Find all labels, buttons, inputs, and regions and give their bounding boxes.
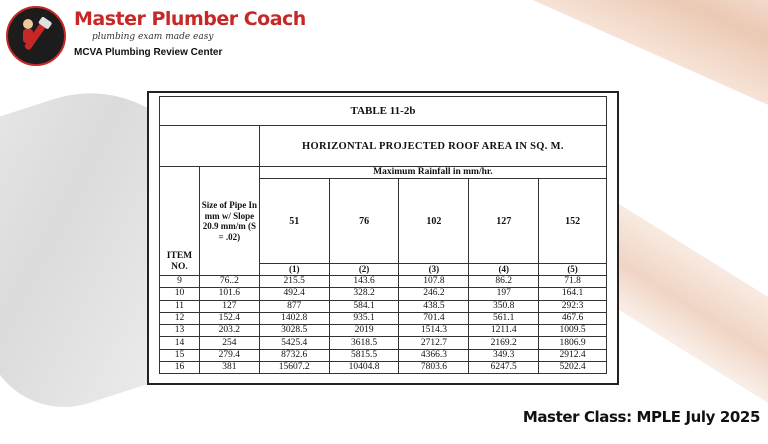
- column-number: (4): [469, 264, 539, 276]
- item-number-cell: 11: [160, 300, 200, 312]
- rainfall-header: 76: [329, 179, 399, 264]
- table-row: [160, 337, 607, 349]
- roof-area-cell: 2169.2: [469, 337, 539, 349]
- roof-area-cell: 3618.5: [329, 337, 399, 349]
- table-row: [160, 362, 607, 374]
- roof-area-cell: 5425.4: [259, 337, 329, 349]
- roof-area-cell: 7803.6: [399, 362, 469, 374]
- item-number-cell: 16: [160, 362, 200, 374]
- roof-area-cell: 292:3: [539, 300, 607, 312]
- table-row: [160, 312, 607, 324]
- roof-area-cell: 71.8: [539, 276, 607, 288]
- roof-area-cell: 107.8: [399, 276, 469, 288]
- rainfall-header: 127: [469, 179, 539, 264]
- roof-area-cell: 328.2: [329, 288, 399, 300]
- roof-area-cell: 1211.4: [469, 325, 539, 337]
- roof-area-cell: 1009.5: [539, 325, 607, 337]
- table-card: [147, 91, 619, 385]
- roof-area-cell: 215.5: [259, 276, 329, 288]
- roof-area-cell: 197: [469, 288, 539, 300]
- roof-area-cell: 467.6: [539, 312, 607, 324]
- pipe-size-cell: 381: [199, 362, 259, 374]
- roof-area-cell: 3028.5: [259, 325, 329, 337]
- roof-area-cell: 492.4: [259, 288, 329, 300]
- brand-tagline: plumbing exam made easy: [92, 32, 214, 42]
- roof-area-cell: 164.1: [539, 288, 607, 300]
- roof-area-cell: 15607.2: [259, 362, 329, 374]
- column-number: (2): [329, 264, 399, 276]
- roof-area-cell: 143.6: [329, 276, 399, 288]
- pipe-size-cell: 101.6: [199, 288, 259, 300]
- item-number-cell: 12: [160, 312, 200, 324]
- item-number-cell: 10: [160, 288, 200, 300]
- roof-area-cell: 935.1: [329, 312, 399, 324]
- roof-area-cell: 86.2: [469, 276, 539, 288]
- roof-area-cell: 2712.7: [399, 337, 469, 349]
- table-row: [160, 300, 607, 312]
- roof-area-cell: 6247.5: [469, 362, 539, 374]
- col-size-header: Size of Pipe In mm w/ Slope 20.9 mm/m (S = .02): [199, 167, 259, 276]
- item-number-cell: 13: [160, 325, 200, 337]
- pipe-size-cell: 203.2: [199, 325, 259, 337]
- item-number-cell: 15: [160, 349, 200, 361]
- roof-area-cell: 1514.3: [399, 325, 469, 337]
- table-subheading: Maximum Rainfall in mm/hr.: [259, 167, 606, 179]
- column-number: (3): [399, 264, 469, 276]
- col-item-header: ITEM NO.: [160, 167, 200, 276]
- pipe-size-cell: 76..2: [199, 276, 259, 288]
- brand-subtitle: MCVA Plumbing Review Center: [74, 47, 223, 58]
- roof-area-cell: 584.1: [329, 300, 399, 312]
- roof-area-cell: 1806.9: [539, 337, 607, 349]
- roof-area-cell: 701.4: [399, 312, 469, 324]
- roof-area-cell: 5202.4: [539, 362, 607, 374]
- rainfall-header: 102: [399, 179, 469, 264]
- column-number: (1): [259, 264, 329, 276]
- footer-caption: Master Class: MPLE July 2025: [522, 408, 760, 426]
- roof-area-cell: 246.2: [399, 288, 469, 300]
- item-number-cell: 9: [160, 276, 200, 288]
- pipe-size-cell: 152.4: [199, 312, 259, 324]
- roof-area-cell: 10404.8: [329, 362, 399, 374]
- table-title: TABLE 11-2b: [160, 97, 607, 126]
- pipe-size-cell: 279.4: [199, 349, 259, 361]
- roof-area-cell: 5815.5: [329, 349, 399, 361]
- roof-area-cell: 438.5: [399, 300, 469, 312]
- pipe-size-cell: 254: [199, 337, 259, 349]
- table-heading: HORIZONTAL PROJECTED ROOF AREA IN SQ. M.: [259, 126, 606, 167]
- roof-area-cell: 561.1: [469, 312, 539, 324]
- roof-area-cell: 877: [259, 300, 329, 312]
- table-row: [160, 349, 607, 361]
- roof-area-cell: 2912.4: [539, 349, 607, 361]
- pipe-size-cell: 127: [199, 300, 259, 312]
- roof-area-cell: 8732.6: [259, 349, 329, 361]
- roof-area-cell: 2019: [329, 325, 399, 337]
- rainfall-header: 51: [259, 179, 329, 264]
- item-number-cell: 14: [160, 337, 200, 349]
- wrench-icon: [6, 6, 66, 66]
- column-number: (5): [539, 264, 607, 276]
- table-row: [160, 325, 607, 337]
- table-row: [160, 288, 607, 300]
- brand-title: Master Plumber Coach: [74, 8, 306, 30]
- roof-area-cell: 349.3: [469, 349, 539, 361]
- rainfall-header: 152: [539, 179, 607, 264]
- roof-area-cell: 350.8: [469, 300, 539, 312]
- roof-area-table: [159, 96, 607, 374]
- table-body: [160, 276, 607, 374]
- table-row: [160, 276, 607, 288]
- roof-area-cell: 4366.3: [399, 349, 469, 361]
- roof-area-cell: 1402.8: [259, 312, 329, 324]
- empty-corner: [160, 126, 260, 167]
